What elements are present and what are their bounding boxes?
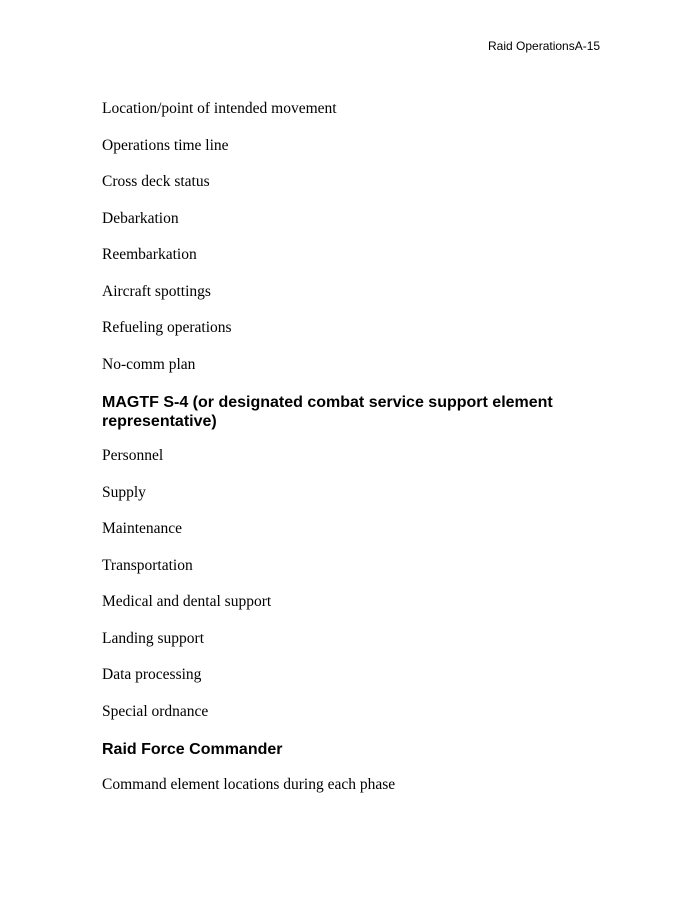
running-header: Raid OperationsA-15 (488, 39, 601, 53)
list-item: Transportation (102, 557, 193, 574)
list-item: Landing support (102, 630, 205, 647)
list-item: Location/point of intended movement (102, 100, 337, 117)
list-item: Operations time line (102, 137, 229, 154)
section-heading-s4: MAGTF S-4 (or designated combat service support element representative) (102, 394, 553, 430)
list-item: Aircraft spottings (102, 283, 211, 300)
list-item: Reembarkation (102, 246, 197, 263)
list-item: Maintenance (102, 520, 183, 537)
list-item: No-comm plan (102, 356, 196, 373)
list-item: Cross deck status (102, 173, 210, 190)
list-item: Debarkation (102, 210, 179, 227)
list-item: Command element locations during each phase (102, 776, 396, 793)
list-item: Refueling operations (102, 319, 232, 336)
list-item: Supply (102, 484, 146, 501)
list-item: Special ordnance (102, 703, 209, 720)
section-heading-raid-force-commander: Raid Force Commander (102, 741, 283, 758)
list-item: Data processing (102, 666, 202, 683)
list-item: Personnel (102, 447, 164, 464)
list-item: Medical and dental support (102, 593, 272, 610)
